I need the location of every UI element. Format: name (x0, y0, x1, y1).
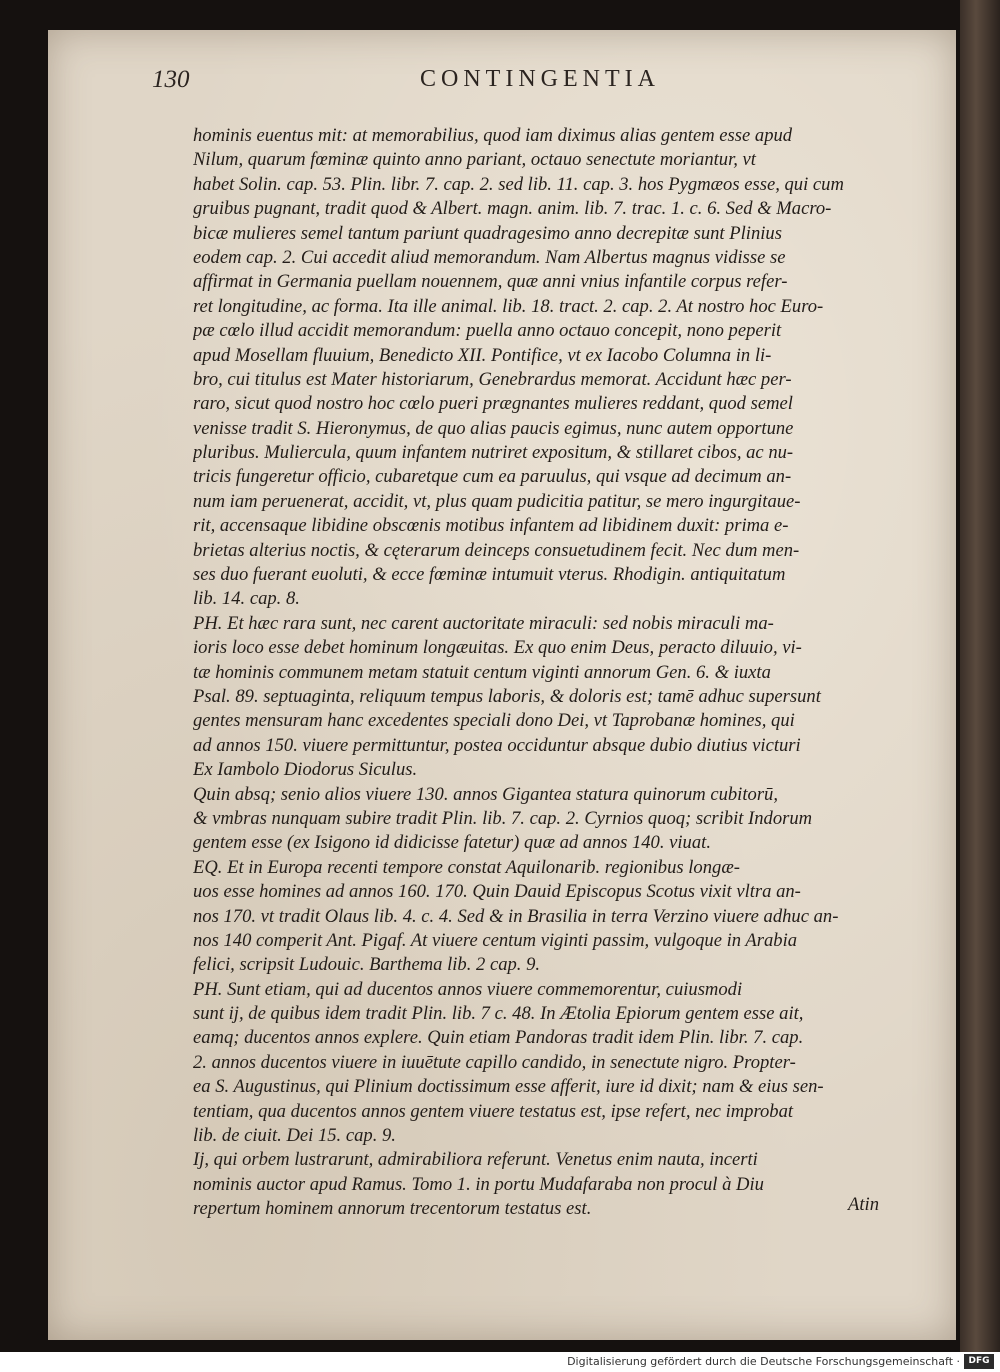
text-line: Nilum, quarum fœminæ quinto anno pariant, octauo senectute moriantur, vt (193, 149, 756, 171)
text-line: nominis auctor apud Ramus. Tomo 1. in portu Mudafaraba non procul à Diu (193, 1173, 764, 1195)
catchword: Atin (848, 1194, 879, 1215)
text-line: PH. Et hæc rara sunt, nec carent auctoritate miraculi: sed nobis miraculi ma- (193, 612, 774, 634)
text-line: habet Solin. cap. 53. Plin. libr. 7. cap. 2. sed lib. 11. cap. 3. hos Pygmæos esse, qui cum (193, 173, 844, 195)
text-line: lib. 14. cap. 8. (193, 588, 300, 610)
text-line: nos 170. vt tradit Olaus lib. 4. c. 4. Sed & in Brasilia in terra Verzino viuere adhuc an- (193, 905, 839, 927)
footer-credit: Digitalisierung gefördert durch die Deutsche Forschungsgemeinschaft · (567, 1355, 960, 1368)
text-line: gentes mensuram hanc excedentes speciali dono Dei, vt Taprobanæ homines, qui (193, 710, 795, 732)
book-cover-edge (960, 0, 1000, 1352)
text-line: EQ. Et in Europa recenti tempore constat Aquilonarib. regionibus longæ- (193, 856, 740, 878)
text-line: 2. annos ducentos viuere in iuuētute capillo candido, in senectute nigro. Propter- (193, 1051, 796, 1073)
text-line: sunt ij, de quibus idem tradit Plin. lib. 7 c. 48. In Ætolia Epiorum gentem esse ait, (193, 1003, 804, 1025)
text-line: rit, accensaque libidine obscœnis motibus infantem ad libidinem duxit: prima e- (193, 515, 789, 537)
page-header (152, 64, 692, 104)
text-line: felici, scripsit Ludouic. Barthema lib. 2 cap. 9. (193, 954, 541, 976)
dfg-logo-icon: DFG (964, 1354, 994, 1369)
text-line: Quin absq; senio alios viuere 130. annos Gigantea statura quinorum cubitorū, (193, 783, 778, 805)
text-line: pæ cœlo illud accidit memorandum: puella anno octauo concepit, nono peperit (193, 320, 782, 342)
text-line: Ij, qui orbem lustrarunt, admirabiliora referunt. Venetus enim nauta, incerti (193, 1149, 758, 1171)
text-line: repertum hominem annorum trecentorum testatus est. (193, 1198, 592, 1220)
text-line: tricis fungeretur officio, cubaretque cum ea paruulus, qui vsque ad decimum an- (193, 466, 792, 488)
text-line: bro, cui titulus est Mater historiarum, Genebrardus memorat. Accidunt hæc per- (193, 368, 792, 390)
text-line: raro, sicut quod nostro hoc cœlo pueri prægnantes mulieres reddant, quod semel (193, 393, 793, 415)
text-line: brietas alterius noctis, & cęterarum deinceps consuetudinem fecit. Nec dum men- (193, 539, 800, 561)
body-text (193, 124, 893, 1222)
text-line: affirmat in Germania puellam nouennem, quæ anni vnius infantile corpus refer- (193, 271, 788, 293)
text-line: ret longitudine, ac forma. Ita ille animal. lib. 18. tract. 2. cap. 2. At nostro hoc Euro- (193, 295, 824, 317)
text-line: & vmbras nunquam subire tradit Plin. lib. 7. cap. 2. Cyrnios quoq; scribit Indorum (193, 807, 813, 829)
text-line: ioris loco esse debet hominum longæuitas. Ex quo enim Deus, peracto diluuio, vi- (193, 637, 802, 659)
text-line: nos 140 comperit Ant. Pigaf. At viuere centum viginti passim, vulgoque in Arabia (193, 929, 798, 951)
text-line: apud Mosellam fluuium, Benedicto XII. Pontifice, vt ex Iacobo Columna in li- (193, 344, 772, 366)
text-line: Ex Iambolo Diodorus Siculus. (193, 759, 418, 781)
text-line: gruibus pugnant, tradit quod & Albert. magn. anim. lib. 7. trac. 1. c. 6. Sed & Macro- (193, 198, 832, 220)
text-line: ses duo fuerant euoluti, & ecce fœminæ intumuit vterus. Rhodigin. antiquitatum (193, 564, 786, 586)
text-line: gentem esse (ex Isigono id didicisse fatetur) quæ ad annos 140. viuat. (193, 832, 711, 854)
text-line: hominis euentus mit: at memorabilius, quod iam diximus alias gentem esse apud (193, 125, 793, 146)
text-line: ea S. Augustinus, qui Plinium doctissimum esse afferit, iure id dixit; nam & eius sen- (193, 1076, 824, 1098)
text-line: pluribus. Muliercula, quum infantem nutriret expositum, & stillaret cibos, ac nu- (193, 442, 794, 464)
text-line: tentiam, qua ducentos annos gentem viuere testatus est, ipse refert, nec improbat (193, 1100, 794, 1122)
running-title: CONTINGENTIA (420, 66, 660, 92)
digitization-footer (0, 1352, 1000, 1372)
text-line: uos esse homines ad annos 160. 170. Quin Dauid Episcopus Scotus vixit vltra an- (193, 881, 801, 903)
page-number: 130 (152, 66, 190, 93)
text-line: num iam peruenerat, accidit, vt, plus quam pudicitia patitur, se mero ingurgitaue- (193, 490, 801, 512)
text-line: eodem cap. 2. Cui accedit aliud memorandum. Nam Albertus magnus vidisse se (193, 246, 786, 268)
text-line: Psal. 89. septuaginta, reliquum tempus laboris, & doloris est; tamē adhuc supersunt (193, 685, 821, 707)
text-line: tæ hominis communem metam statuit centum viginti annorum Gen. 6. & iuxta (193, 661, 771, 683)
text-line: venisse tradit S. Hieronymus, de quo alias paucis egimus, nunc autem opportune (193, 417, 794, 439)
text-line: lib. de ciuit. Dei 15. cap. 9. (193, 1125, 396, 1147)
text-line: eamq; ducentos annos explere. Quin etiam Pandoras tradit idem Plin. libr. 7. cap. (193, 1027, 804, 1049)
text-line: PH. Sunt etiam, qui ad ducentos annos viuere commemorentur, cuiusmodi (193, 978, 743, 1000)
text-line: bicæ mulieres semel tantum pariunt quadragesimo anno decrepitæ sunt Plinius (193, 222, 782, 244)
text-line: ad annos 150. viuere permittuntur, postea occiduntur absque dubio diutius victuri (193, 734, 801, 756)
